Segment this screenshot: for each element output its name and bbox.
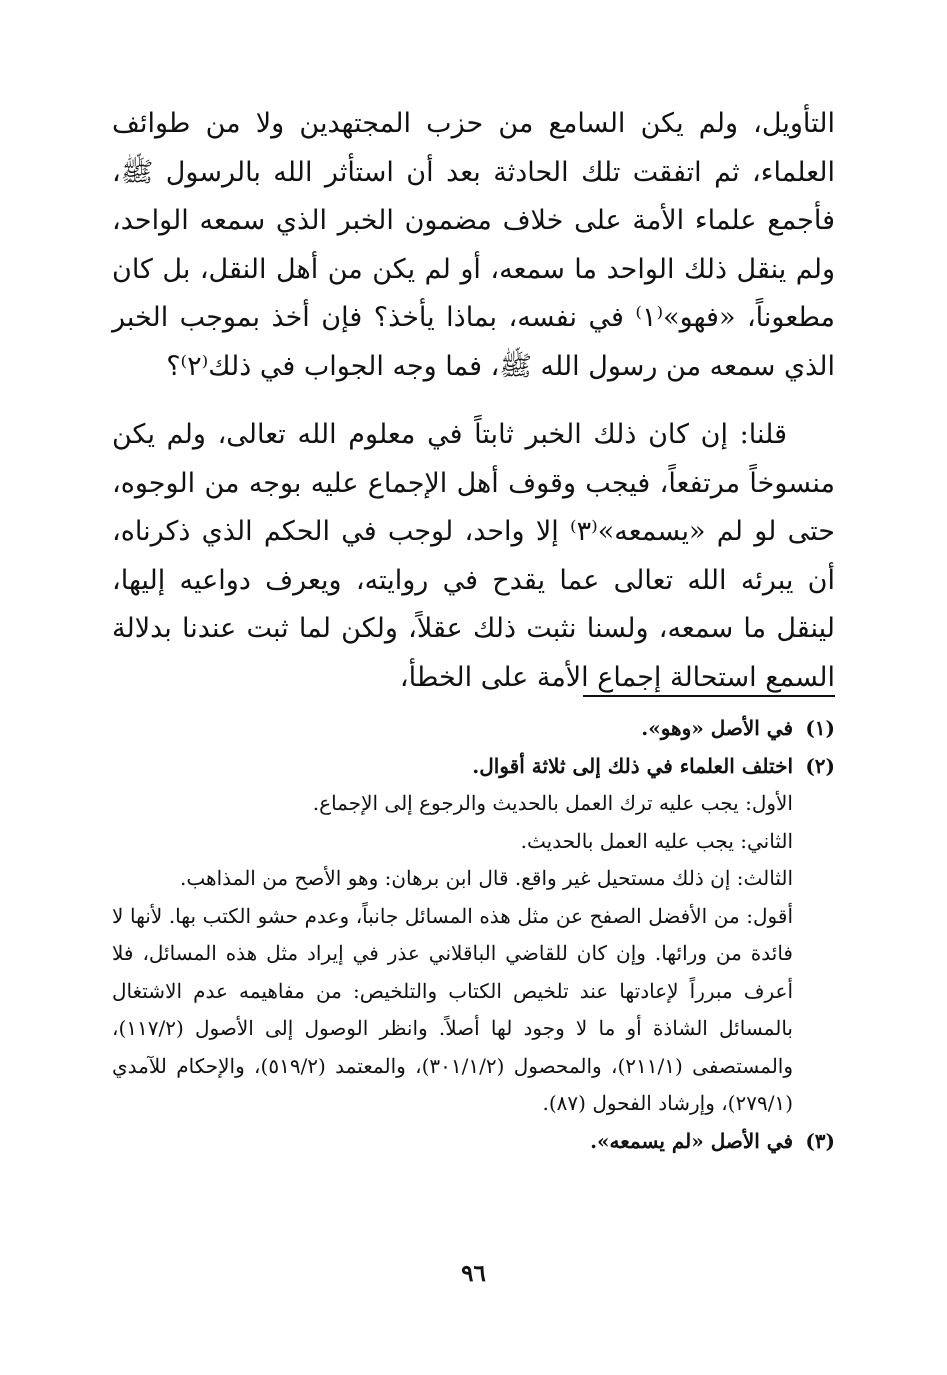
- footnote-text: اختلف العلماء في ذلك إلى ثلاثة أقوال.: [472, 753, 793, 778]
- footnote-number: (٢): [805, 753, 835, 778]
- footnote-2-third-opinion: الثالث: إن ذلك مستحيل غير واقع. قال ابن برهان: وهو الأصح من المذاهب.: [180, 866, 793, 890]
- footnote-number: (٣): [805, 1128, 835, 1153]
- footnote-2-commentary: أقول: من الأفضل الصفح عن مثل هذه المسائل جانباً، وعدم حشو الكتب بها. لأنها لا فائدة من ورائها. وإن كان للقاضي الباقلاني عذر في إيراد مثل هذه المسائل، فلا أعرف مبرراً لإعادتها عند تلخيص الكتاب والتلخيص: من مفاهيمه عدم الاشتغال بالمسائل الشاذة أو ما لا وجود لها أصلاً. وانظر الوصول إلى الأصول (١١٧/٢)، والمستصفى (٢١١/١)، والمحصول (٣٠١/١/٢)، والمعتمد (٥١٩/٢)، والإحكام للآمدي (٢٧٩/١)، وإرشاد الفحول (٨٧).: [112, 903, 794, 1115]
- footnote-number: (١): [805, 716, 835, 740]
- paragraph-2: قلنا: إن كان ذلك الخبر ثابتاً في معلوم الله تعالى، ولم يكن منسوخاً مرتفعاً، فيجب وقوف أهل الإجماع عليه بوجه من الوجوه، حتى لو لم «يسمعه»⁽٣⁾ إلا واحد، لوجب في الحكم الذي ذكرناه، أن يبرئه الله تعالى عما يقدح في روايته، ويعرف دواعيه إليها، لينقل ما سمعه، ولسنا نثبت ذلك عقلاً، ولكن لما ثبت عندنا بدلالة السمع استحالة إجماع الأمة على الخطأ،: [112, 419, 835, 693]
- footnote-separator: [583, 695, 835, 697]
- footnotes: [112, 710, 835, 1160]
- paragraph-1: التأويل، ولم يكن السامع من حزب المجتهدين ولا من طوائف العلماء، ثم اتفقت تلك الحادثة بعد أن استأثر الله بالرسول ﷺ، فأجمع علماء الأمة على خلاف مضمون الخبر الذي سمعه الواحد، ولم ينقل ذلك الواحد ما سمعه، أو لم يكن من أهل النقل، بل كان مطعوناً، «فهو»⁽١⁾ في نفسه، بماذا يأخذ؟ فإن أخذ بموجب الخبر الذي سمعه من رسول الله ﷺ، فما وجه الجواب في ذلك⁽٢⁾؟: [112, 108, 836, 382]
- footnote-text: في الأصل «لم يسمعه».: [590, 1128, 793, 1153]
- footnote-text: في الأصل «وهو».: [641, 716, 793, 740]
- footnote-2-first-opinion: الأول: يجب عليه ترك العمل بالحديث والرجوع إلى الإجماع.: [312, 791, 793, 815]
- page-number: ٩٦: [461, 1260, 486, 1287]
- footnote-2: [112, 748, 835, 786]
- footnote-3: [112, 1123, 835, 1161]
- footnote-1: [112, 710, 835, 748]
- footnote-2-details: [112, 785, 793, 1123]
- footnote-2-second-opinion: الثاني: يجب عليه العمل بالحديث.: [520, 828, 793, 853]
- main-text: [112, 100, 835, 702]
